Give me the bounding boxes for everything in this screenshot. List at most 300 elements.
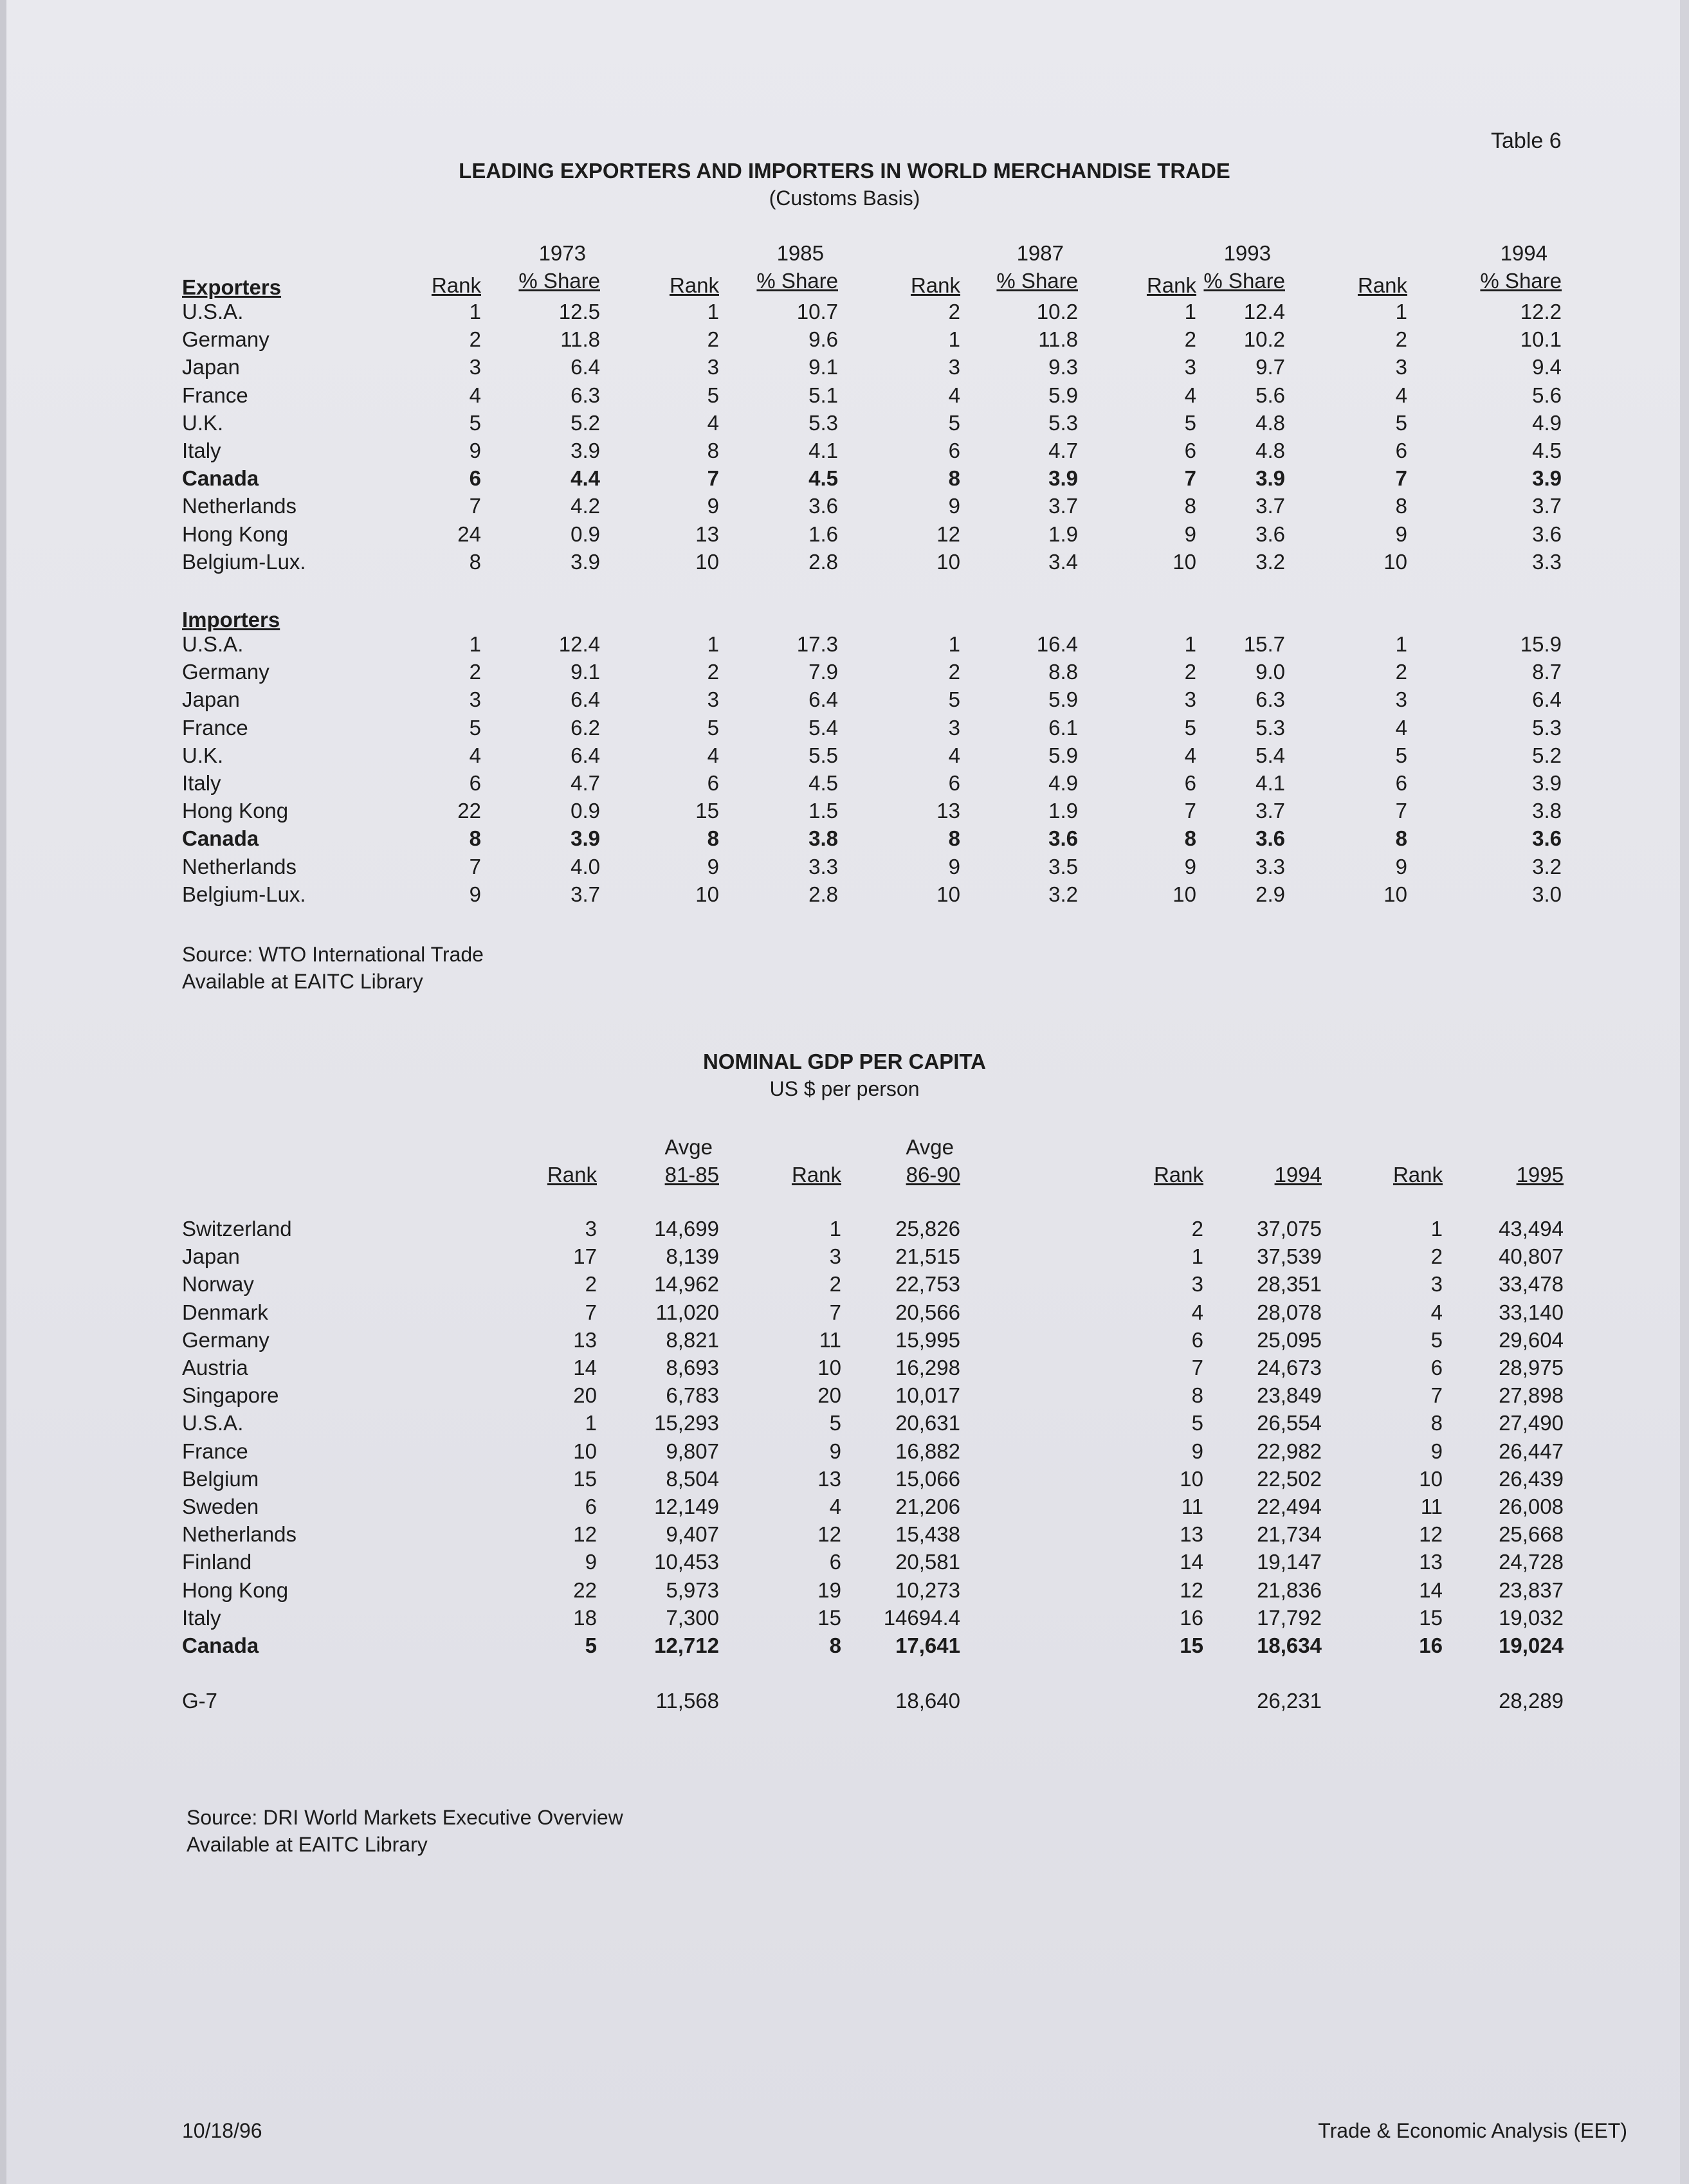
table-cell: 8,139 — [666, 1244, 719, 1269]
table-cell: 12 — [817, 1522, 841, 1547]
document-division: Trade & Economic Analysis (EET) — [1318, 2119, 1627, 2142]
table-cell: 12.5 — [558, 300, 600, 323]
gdp-table-title: NOMINAL GDP PER CAPITA — [702, 1050, 987, 1073]
table-cell: 37,075 — [1257, 1217, 1322, 1241]
table-cell: 3.9 — [571, 439, 600, 462]
table-cell: 5.3 — [1048, 410, 1078, 435]
table-cell: 26,447 — [1499, 1439, 1564, 1463]
table-cell: 3.9 — [571, 549, 600, 574]
table-cell: 9 — [1191, 1439, 1203, 1463]
table-cell: 40,807 — [1499, 1244, 1564, 1269]
table-cell: 10 — [936, 549, 960, 574]
table-cell: 3.9 — [571, 826, 600, 851]
table-cell: 3 — [1395, 355, 1407, 379]
table-cell: 8 — [469, 549, 481, 574]
table-cell: 26,439 — [1499, 1466, 1564, 1491]
table-row — [182, 1356, 1661, 1383]
table-cell: 5.9 — [1048, 743, 1078, 767]
table-cell: 10 — [695, 549, 719, 574]
table-cell: 5.5 — [808, 743, 838, 767]
table-cell: 7 — [1184, 466, 1196, 491]
table-cell: 13 — [1180, 1522, 1203, 1547]
table-cell: 6 — [1430, 1356, 1443, 1379]
country-name: Austria — [182, 1356, 248, 1379]
table-row — [182, 632, 1661, 660]
table-cell: 4 — [1184, 383, 1196, 407]
rank-column-header: Rank — [1357, 273, 1407, 297]
table-cell: 17,641 — [895, 1633, 960, 1657]
table-cell: 2 — [1184, 660, 1196, 684]
table-cell: 5 — [829, 1411, 841, 1435]
table-cell: 1.6 — [808, 522, 838, 546]
table-row — [182, 1300, 1661, 1328]
gdp-availability-line: Available at EAITC Library — [187, 1833, 428, 1856]
table-cell: 4.7 — [571, 771, 600, 795]
table-cell: 9,807 — [666, 1439, 719, 1463]
table-cell: 9 — [1395, 522, 1407, 546]
country-name: Canada — [182, 466, 259, 491]
table-cell: 6.4 — [571, 355, 600, 379]
table-cell: 28,351 — [1257, 1272, 1322, 1297]
table-cell: 2 — [829, 1272, 841, 1297]
table-cell: 5 — [1395, 743, 1407, 767]
table-cell: 6 — [948, 439, 960, 462]
table-cell: 9 — [469, 439, 481, 462]
table-cell: 3.6 — [1532, 522, 1562, 546]
country-name: Norway — [182, 1272, 254, 1297]
table-cell: 4.5 — [1532, 439, 1562, 462]
table-cell: 22,753 — [895, 1272, 960, 1297]
year-header: 1985 — [776, 241, 824, 265]
table-cell: 6 — [1191, 1327, 1203, 1352]
table-cell: 5 — [469, 410, 481, 435]
table-cell: 12 — [573, 1522, 597, 1547]
table-cell: 2 — [1184, 327, 1196, 352]
country-name: U.S.A. — [182, 300, 244, 323]
country-name: Canada — [182, 1633, 259, 1657]
table-cell: 3 — [948, 355, 960, 379]
country-name: Netherlands — [182, 494, 297, 518]
table-cell: 4.1 — [1255, 771, 1285, 795]
table-cell: 27,898 — [1499, 1383, 1564, 1408]
table-cell: 5 — [1184, 410, 1196, 435]
table-cell: 20 — [817, 1383, 841, 1408]
table-cell: 3 — [1395, 687, 1407, 712]
table-cell: 11.8 — [560, 327, 600, 352]
table-cell: 3.3 — [1255, 854, 1285, 878]
table-row — [182, 1495, 1661, 1522]
table-cell: 8 — [1184, 494, 1196, 518]
table-cell: 6 — [585, 1495, 597, 1518]
table-row — [182, 355, 1661, 383]
table-cell: 7,300 — [666, 1605, 719, 1630]
table-cell: 5 — [707, 383, 719, 407]
table-cell: 3.3 — [1532, 549, 1562, 574]
table-cell: 20,566 — [895, 1300, 960, 1324]
year-header: 1973 — [538, 241, 586, 265]
country-name: U.K. — [182, 743, 224, 767]
table-cell: 9 — [707, 494, 719, 518]
table-cell: 15 — [695, 799, 719, 823]
document-date: 10/18/96 — [182, 2119, 262, 2142]
share-column-header: % Share — [1203, 269, 1285, 293]
table-cell: 5.6 — [1255, 383, 1285, 407]
table-cell: 3.5 — [1048, 854, 1078, 878]
table-cell: 3.9 — [1048, 466, 1078, 491]
table-cell: 9 — [829, 1439, 841, 1463]
table-cell: 9 — [1184, 522, 1196, 546]
table-cell: 16,882 — [895, 1439, 960, 1463]
country-name: Hong Kong — [182, 522, 289, 546]
table-cell: 5 — [948, 687, 960, 712]
table-row — [182, 1328, 1661, 1356]
table-cell: 6 — [1395, 771, 1407, 795]
table-cell: 5 — [1395, 410, 1407, 435]
table-cell: 14,962 — [654, 1272, 719, 1297]
table-cell: 9,407 — [666, 1522, 719, 1547]
table-cell: 6.3 — [571, 383, 600, 407]
table-cell: 28,078 — [1257, 1300, 1322, 1324]
table-cell: 2 — [707, 660, 719, 684]
share-column-header: % Share — [518, 269, 600, 293]
table-cell: 24,728 — [1499, 1550, 1564, 1574]
table-cell: 21,206 — [895, 1495, 960, 1518]
table-cell: 10,273 — [895, 1578, 960, 1602]
gdp-column-header: 1995 — [1516, 1163, 1564, 1187]
table-cell: 19,024 — [1499, 1633, 1564, 1657]
table-cell: 9.4 — [1532, 355, 1562, 379]
table-cell: 9 — [585, 1550, 597, 1574]
trade-source-line: Source: WTO International Trade — [182, 943, 484, 966]
table-cell: 6.4 — [571, 687, 600, 712]
table-cell: 4 — [1191, 1300, 1203, 1324]
table-cell: 1 — [1395, 632, 1407, 656]
table-cell: 21,734 — [1257, 1522, 1322, 1547]
table-cell: 3.7 — [1255, 494, 1285, 518]
table-cell: 1 — [829, 1217, 841, 1241]
table-cell: 27,490 — [1499, 1411, 1564, 1435]
table-cell: 10 — [1173, 882, 1196, 906]
table-cell: 5 — [948, 410, 960, 435]
table-cell: 8 — [948, 466, 960, 491]
country-name: France — [182, 715, 248, 740]
table-cell: 3.8 — [808, 826, 838, 851]
table-cell: 10,017 — [895, 1383, 960, 1408]
table-row — [182, 1272, 1661, 1300]
gdp-header-top: Avge — [664, 1135, 713, 1159]
table-cell: 22,502 — [1257, 1466, 1322, 1491]
country-name: Germany — [182, 327, 269, 352]
table-cell: 1 — [948, 327, 960, 352]
gdp-table-subtitle: US $ per person — [769, 1077, 920, 1100]
table-cell: 5.3 — [808, 410, 838, 435]
table-cell: 5 — [1191, 1411, 1203, 1435]
table-row — [182, 1550, 1661, 1578]
table-cell: 13 — [1419, 1550, 1443, 1574]
table-cell: 3.0 — [1532, 882, 1562, 906]
table-cell: 4.5 — [808, 771, 838, 795]
table-cell: 7 — [1191, 1356, 1203, 1379]
table-cell: 13 — [573, 1327, 597, 1352]
table-cell: 24,673 — [1257, 1356, 1322, 1379]
table-cell: 8.8 — [1048, 660, 1078, 684]
table-cell: 4 — [1184, 743, 1196, 767]
table-cell: 10.2 — [1036, 300, 1078, 323]
table-cell: 4.5 — [808, 466, 838, 491]
table-cell: 12,149 — [654, 1495, 719, 1518]
table-cell: 2 — [707, 327, 719, 352]
table-cell: 4.7 — [1048, 439, 1078, 462]
table-cell: 15.9 — [1520, 632, 1562, 656]
table-cell: 6.4 — [808, 687, 838, 712]
table-cell: 3.7 — [1532, 494, 1562, 518]
table-cell: 1 — [948, 632, 960, 656]
table-cell: 8 — [1395, 826, 1407, 851]
table-cell: 5,973 — [666, 1578, 719, 1602]
table-cell: 6 — [829, 1550, 841, 1574]
table-cell: 10 — [1383, 549, 1407, 574]
table-cell: 26,231 — [1257, 1689, 1322, 1713]
table-cell: 4.8 — [1255, 439, 1285, 462]
table-cell: 9 — [948, 854, 960, 878]
table-cell: 13 — [817, 1466, 841, 1491]
table-cell: 9 — [1184, 854, 1196, 878]
table-cell: 15 — [817, 1605, 841, 1630]
country-name: Japan — [182, 687, 240, 712]
table-cell: 8 — [1191, 1383, 1203, 1408]
table-cell: 8 — [1430, 1411, 1443, 1435]
table-cell: 4 — [948, 383, 960, 407]
table-cell: 2 — [469, 660, 481, 684]
table-cell: 5.3 — [1255, 715, 1285, 740]
table-cell: 1 — [707, 300, 719, 323]
table-cell: 3.7 — [1255, 799, 1285, 823]
table-cell: 10.1 — [1520, 327, 1562, 352]
table-cell: 3.7 — [571, 882, 600, 906]
table-cell: 4 — [948, 743, 960, 767]
table-row — [182, 1383, 1661, 1411]
table-cell: 6 — [469, 466, 481, 491]
country-name: Belgium-Lux. — [182, 882, 306, 906]
table-cell: 3.6 — [808, 494, 838, 518]
table-cell: 11,020 — [655, 1300, 719, 1324]
table-cell: 10 — [1383, 882, 1407, 906]
table-cell: 4 — [829, 1495, 841, 1518]
country-name: Switzerland — [182, 1217, 292, 1241]
table-cell: 5.4 — [1255, 743, 1285, 767]
country-name: Germany — [182, 1327, 269, 1352]
table-cell: 3 — [1184, 687, 1196, 712]
country-name: U.K. — [182, 410, 224, 435]
table-row — [182, 826, 1661, 854]
table-cell: 9 — [1395, 854, 1407, 878]
table-row — [182, 1689, 1661, 1716]
table-cell: 5.9 — [1048, 687, 1078, 712]
country-name: U.S.A. — [182, 1411, 244, 1435]
table-cell: 14 — [573, 1356, 597, 1379]
table-cell: 8,693 — [666, 1356, 719, 1379]
table-cell: 2 — [1191, 1217, 1203, 1241]
table-cell: 9.0 — [1255, 660, 1285, 684]
rank-column-header: Rank — [1146, 273, 1196, 297]
table-cell: 4.8 — [1255, 410, 1285, 435]
table-cell: 6 — [469, 771, 481, 795]
table-cell: 12 — [1180, 1578, 1203, 1602]
table-cell: 2 — [948, 660, 960, 684]
table-row — [182, 687, 1661, 715]
table-cell: 1.9 — [1048, 522, 1078, 546]
rank-column-header: Rank — [910, 273, 960, 297]
table-cell: 1 — [707, 632, 719, 656]
table-cell: 8 — [707, 439, 719, 462]
table-cell: 1 — [1184, 632, 1196, 656]
table-cell: 2 — [585, 1272, 597, 1297]
table-cell: 11 — [1181, 1495, 1203, 1518]
gdp-column-header: Rank — [1392, 1163, 1443, 1187]
table-cell: 33,140 — [1499, 1300, 1564, 1324]
country-name: U.S.A. — [182, 632, 244, 656]
table-cell: 3 — [1430, 1272, 1443, 1297]
table-cell: 4 — [1430, 1300, 1443, 1324]
rank-column-header: Rank — [431, 273, 481, 297]
gdp-column-header: 86-90 — [906, 1163, 960, 1187]
table-cell: 18 — [573, 1605, 597, 1630]
share-column-header: % Share — [996, 269, 1078, 293]
table-cell: 17,792 — [1257, 1605, 1322, 1630]
table-cell: 10.2 — [1243, 327, 1285, 352]
table-cell: 1 — [1184, 300, 1196, 323]
trade-table-subtitle: (Customs Basis) — [769, 187, 920, 210]
share-column-header: % Share — [1480, 269, 1562, 293]
table-row — [182, 716, 1661, 743]
table-cell: 6.3 — [1255, 687, 1285, 712]
table-cell: 5 — [707, 715, 719, 740]
country-name: France — [182, 383, 248, 407]
table-cell: 3.6 — [1532, 826, 1562, 851]
table-cell: 10 — [573, 1439, 597, 1463]
table-cell: 22 — [457, 799, 481, 823]
table-cell: 11 — [819, 1327, 841, 1352]
table-cell: 5 — [469, 715, 481, 740]
country-name: France — [182, 1439, 248, 1463]
table-cell: 20,581 — [895, 1550, 960, 1574]
table-row — [182, 1467, 1661, 1495]
table-cell: 3.2 — [1532, 854, 1562, 878]
table-cell: 7 — [1430, 1383, 1443, 1408]
table-cell: 7 — [585, 1300, 597, 1324]
table-cell: 23,849 — [1257, 1383, 1322, 1408]
table-cell: 3 — [948, 715, 960, 740]
table-row — [182, 882, 1661, 910]
gdp-column-header: Rank — [791, 1163, 841, 1187]
table-cell: 3 — [585, 1217, 597, 1241]
table-cell: 3.4 — [1048, 549, 1078, 574]
table-cell: 3.7 — [1048, 494, 1078, 518]
gdp-column-header: 81-85 — [664, 1163, 719, 1187]
table-cell: 4.0 — [571, 854, 600, 878]
exporters-heading: Exporters — [182, 275, 282, 299]
country-name: Hong Kong — [182, 1578, 289, 1602]
table-cell: 15 — [1419, 1605, 1443, 1630]
table-cell: 12.2 — [1520, 300, 1562, 323]
table-cell: 19 — [817, 1578, 841, 1602]
table-cell: 2.8 — [808, 882, 838, 906]
country-name: Belgium — [182, 1466, 259, 1491]
table-cell: 7 — [829, 1300, 841, 1324]
table-cell: 4 — [1395, 715, 1407, 740]
gdp-source-line: Source: DRI World Markets Executive Overview — [187, 1806, 623, 1829]
share-column-header: % Share — [756, 269, 838, 293]
table-row — [182, 466, 1661, 494]
table-cell: 2 — [469, 327, 481, 352]
table-row — [182, 1244, 1661, 1272]
country-name: Italy — [182, 771, 221, 795]
table-cell: 21,836 — [1257, 1578, 1322, 1602]
table-cell: 43,494 — [1499, 1217, 1564, 1241]
table-cell: 9.3 — [1048, 355, 1078, 379]
table-cell: 9.1 — [808, 355, 838, 379]
table-cell: 25,826 — [895, 1217, 960, 1241]
country-name: Japan — [182, 355, 240, 379]
table-cell: 9 — [948, 494, 960, 518]
table-cell: 1 — [469, 300, 481, 323]
table-row — [182, 383, 1661, 411]
table-cell: 4.9 — [1048, 771, 1078, 795]
table-cell: 14694.4 — [883, 1605, 960, 1630]
table-cell: 7 — [1395, 466, 1407, 491]
table-cell: 8,821 — [666, 1327, 719, 1352]
table-cell: 8 — [948, 826, 960, 851]
table-cell: 1 — [1395, 300, 1407, 323]
table-cell: 3 — [1191, 1272, 1203, 1297]
country-name: Canada — [182, 826, 259, 851]
table-cell: 15 — [1180, 1633, 1203, 1657]
table-cell: 10 — [936, 882, 960, 906]
table-cell: 10 — [695, 882, 719, 906]
table-cell: 28,289 — [1499, 1689, 1564, 1713]
table-cell: 2 — [1395, 660, 1407, 684]
table-cell: 6 — [1184, 771, 1196, 795]
table-cell: 10 — [817, 1356, 841, 1379]
table-cell: 3 — [707, 355, 719, 379]
table-cell: 5.1 — [808, 383, 838, 407]
table-cell: 3.2 — [1048, 882, 1078, 906]
table-cell: 7.9 — [808, 660, 838, 684]
table-row — [182, 799, 1661, 826]
table-cell: 8.7 — [1532, 660, 1562, 684]
table-cell: 19,032 — [1499, 1605, 1564, 1630]
table-cell: 3.9 — [1255, 466, 1285, 491]
table-cell: 18,634 — [1257, 1633, 1322, 1657]
table-cell: 7 — [1395, 799, 1407, 823]
table-cell: 7 — [469, 494, 481, 518]
table-cell: 5.3 — [1532, 715, 1562, 740]
table-row — [182, 1217, 1661, 1244]
country-name: Germany — [182, 660, 269, 684]
table-cell: 24 — [457, 522, 481, 546]
table-row — [182, 1439, 1661, 1467]
country-name: Netherlands — [182, 854, 297, 878]
table-row — [182, 1578, 1661, 1606]
table-cell: 2 — [1430, 1244, 1443, 1269]
table-cell: 1 — [585, 1411, 597, 1435]
table-row — [182, 327, 1661, 355]
table-cell: 6 — [1184, 439, 1196, 462]
trade-availability-line: Available at EAITC Library — [182, 970, 423, 993]
table-cell: 3 — [469, 687, 481, 712]
table-cell: 17.3 — [796, 632, 838, 656]
table-cell: 3.6 — [1255, 826, 1285, 851]
